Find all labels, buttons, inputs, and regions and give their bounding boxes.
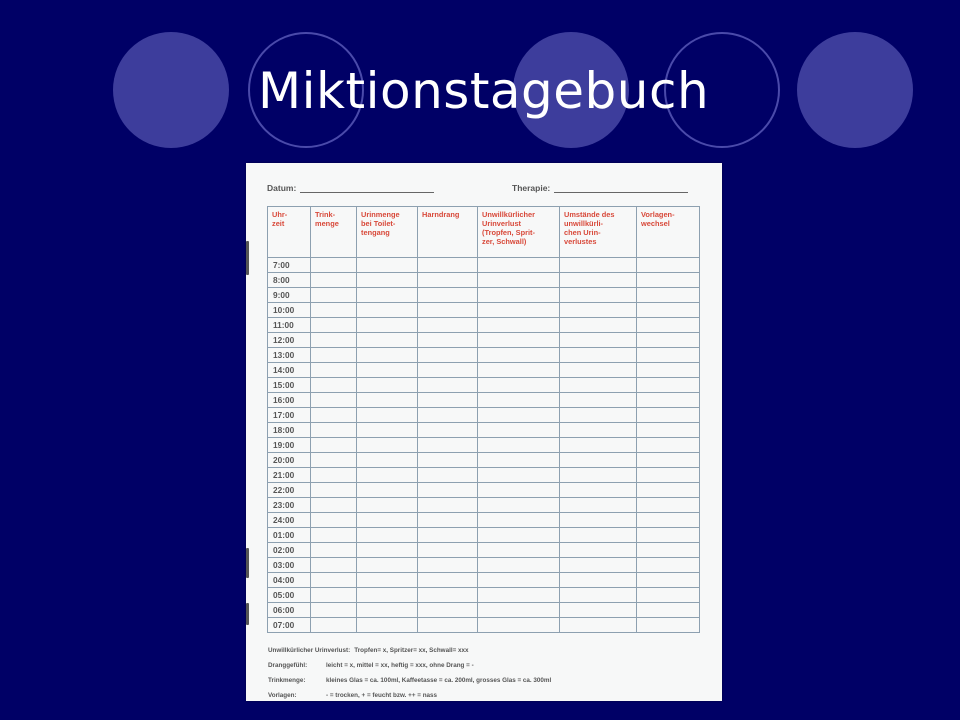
entry-cell	[478, 348, 560, 363]
entry-cell	[357, 378, 418, 393]
entry-cell	[418, 588, 478, 603]
time-cell: 20:00	[268, 453, 311, 468]
entry-cell	[637, 513, 700, 528]
entry-cell	[560, 423, 637, 438]
column-header: Unwillkürlicher Urinverlust (Tropfen, Sprit- zer, Schwall)	[478, 207, 560, 258]
entry-cell	[560, 393, 637, 408]
time-cell: 17:00	[268, 408, 311, 423]
column-header: Urinmenge bei Toilet- tengang	[357, 207, 418, 258]
entry-cell	[478, 513, 560, 528]
entry-cell	[311, 558, 357, 573]
entry-cell	[478, 438, 560, 453]
legend-row	[268, 673, 708, 688]
entry-cell	[478, 273, 560, 288]
entry-cell	[418, 288, 478, 303]
entry-cell	[311, 453, 357, 468]
entry-cell	[357, 393, 418, 408]
legend-label: Vorlagen:	[268, 692, 297, 699]
entry-cell	[637, 273, 700, 288]
entry-cell	[560, 363, 637, 378]
time-cell: 12:00	[268, 333, 311, 348]
entry-cell	[418, 348, 478, 363]
entry-cell	[478, 483, 560, 498]
legend-label: Unwillkürlicher Urinverlust:	[268, 647, 351, 654]
table-row	[268, 378, 700, 393]
table-row	[268, 288, 700, 303]
entry-cell	[637, 588, 700, 603]
legend-row	[268, 658, 708, 673]
therapie-line	[512, 183, 688, 193]
slide-title: Miktionstagebuch	[258, 62, 710, 120]
entry-cell	[637, 528, 700, 543]
entry-cell	[311, 513, 357, 528]
entry-cell	[637, 408, 700, 423]
time-cell: 22:00	[268, 483, 311, 498]
entry-cell	[637, 258, 700, 273]
entry-cell	[357, 288, 418, 303]
entry-cell	[478, 558, 560, 573]
entry-cell	[357, 318, 418, 333]
entry-cell	[560, 333, 637, 348]
diary-form-scan	[246, 163, 722, 701]
entry-cell	[560, 573, 637, 588]
time-cell: 7:00	[268, 258, 311, 273]
time-cell: 23:00	[268, 498, 311, 513]
diary-table	[267, 206, 700, 633]
entry-cell	[560, 288, 637, 303]
entry-cell	[357, 528, 418, 543]
entry-cell	[637, 318, 700, 333]
table-row	[268, 423, 700, 438]
entry-cell	[357, 453, 418, 468]
entry-cell	[311, 363, 357, 378]
entry-cell	[637, 378, 700, 393]
entry-cell	[311, 288, 357, 303]
time-cell: 05:00	[268, 588, 311, 603]
entry-cell	[418, 303, 478, 318]
column-header: Trink- menge	[311, 207, 357, 258]
entry-cell	[357, 273, 418, 288]
entry-cell	[637, 438, 700, 453]
entry-cell	[357, 498, 418, 513]
entry-cell	[418, 528, 478, 543]
legend-row	[268, 643, 708, 658]
entry-cell	[418, 378, 478, 393]
entry-cell	[357, 333, 418, 348]
table-row	[268, 543, 700, 558]
time-cell: 16:00	[268, 393, 311, 408]
entry-cell	[357, 438, 418, 453]
entry-cell	[637, 363, 700, 378]
entry-cell	[311, 528, 357, 543]
entry-cell	[478, 423, 560, 438]
time-cell: 13:00	[268, 348, 311, 363]
entry-cell	[560, 483, 637, 498]
time-cell: 14:00	[268, 363, 311, 378]
entry-cell	[357, 543, 418, 558]
entry-cell	[357, 618, 418, 633]
column-header: Umstände des unwillkürli- chen Urin- verlustes	[560, 207, 637, 258]
entry-cell	[357, 423, 418, 438]
datum-blank	[300, 183, 434, 193]
entry-cell	[311, 423, 357, 438]
entry-cell	[311, 603, 357, 618]
entry-cell	[357, 558, 418, 573]
entry-cell	[637, 423, 700, 438]
entry-cell	[357, 258, 418, 273]
entry-cell	[478, 468, 560, 483]
entry-cell	[418, 318, 478, 333]
table-row	[268, 498, 700, 513]
entry-cell	[311, 258, 357, 273]
table-row	[268, 303, 700, 318]
entry-cell	[418, 393, 478, 408]
header-row	[268, 207, 700, 258]
entry-cell	[560, 543, 637, 558]
entry-cell	[560, 378, 637, 393]
entry-cell	[478, 363, 560, 378]
binder-mark	[246, 603, 249, 625]
table-row	[268, 393, 700, 408]
entry-cell	[357, 468, 418, 483]
entry-cell	[560, 528, 637, 543]
entry-cell	[418, 558, 478, 573]
table-row	[268, 258, 700, 273]
entry-cell	[478, 543, 560, 558]
entry-cell	[560, 618, 637, 633]
legend-text: Tropfen= x, Spritzer= xx, Schwall= xxx	[354, 647, 469, 654]
legend	[268, 643, 708, 701]
table-row	[268, 438, 700, 453]
binder-mark	[246, 548, 249, 578]
entry-cell	[560, 468, 637, 483]
table-row	[268, 333, 700, 348]
entry-cell	[311, 498, 357, 513]
entry-cell	[637, 453, 700, 468]
entry-cell	[311, 618, 357, 633]
therapie-blank	[554, 183, 688, 193]
entry-cell	[560, 498, 637, 513]
entry-cell	[311, 438, 357, 453]
entry-cell	[357, 483, 418, 498]
time-cell: 15:00	[268, 378, 311, 393]
table-row	[268, 603, 700, 618]
column-header: Uhr- zeit	[268, 207, 311, 258]
table-row	[268, 453, 700, 468]
entry-cell	[311, 333, 357, 348]
table-row	[268, 363, 700, 378]
legend-row	[268, 688, 708, 701]
entry-cell	[418, 468, 478, 483]
time-cell: 01:00	[268, 528, 311, 543]
entry-cell	[478, 318, 560, 333]
entry-cell	[637, 483, 700, 498]
entry-cell	[637, 558, 700, 573]
entry-cell	[418, 603, 478, 618]
entry-cell	[478, 303, 560, 318]
entry-cell	[311, 393, 357, 408]
entry-cell	[560, 603, 637, 618]
entry-cell	[478, 378, 560, 393]
table-row	[268, 408, 700, 423]
table-row	[268, 528, 700, 543]
datum-label: Datum:	[267, 183, 297, 193]
legend-label: Dranggefühl:	[268, 662, 308, 669]
table-row	[268, 348, 700, 363]
entry-cell	[478, 588, 560, 603]
entry-cell	[311, 378, 357, 393]
entry-cell	[478, 573, 560, 588]
entry-cell	[637, 468, 700, 483]
time-cell: 9:00	[268, 288, 311, 303]
entry-cell	[311, 318, 357, 333]
entry-cell	[357, 588, 418, 603]
table-row	[268, 588, 700, 603]
entry-cell	[560, 273, 637, 288]
entry-cell	[637, 618, 700, 633]
entry-cell	[478, 333, 560, 348]
entry-cell	[311, 543, 357, 558]
entry-cell	[478, 603, 560, 618]
legend-text: leicht = x, mittel = xx, heftig = xxx, ohne Drang = -	[326, 662, 474, 669]
entry-cell	[560, 318, 637, 333]
entry-cell	[637, 498, 700, 513]
entry-cell	[478, 408, 560, 423]
entry-cell	[560, 348, 637, 363]
entry-cell	[311, 468, 357, 483]
table-row	[268, 468, 700, 483]
entry-cell	[418, 273, 478, 288]
table-row	[268, 618, 700, 633]
table-row	[268, 273, 700, 288]
decor-circle-5	[797, 32, 913, 148]
table-row	[268, 558, 700, 573]
entry-cell	[418, 618, 478, 633]
entry-cell	[637, 348, 700, 363]
entry-cell	[418, 573, 478, 588]
table-row	[268, 573, 700, 588]
time-cell: 19:00	[268, 438, 311, 453]
entry-cell	[311, 588, 357, 603]
entry-cell	[357, 603, 418, 618]
time-cell: 10:00	[268, 303, 311, 318]
table-row	[268, 318, 700, 333]
entry-cell	[357, 303, 418, 318]
entry-cell	[478, 288, 560, 303]
entry-cell	[560, 453, 637, 468]
entry-cell	[637, 303, 700, 318]
time-cell: 07:00	[268, 618, 311, 633]
entry-cell	[311, 303, 357, 318]
entry-cell	[418, 423, 478, 438]
entry-cell	[637, 603, 700, 618]
entry-cell	[560, 558, 637, 573]
entry-cell	[418, 408, 478, 423]
entry-cell	[418, 453, 478, 468]
entry-cell	[478, 498, 560, 513]
time-cell: 21:00	[268, 468, 311, 483]
entry-cell	[418, 483, 478, 498]
time-cell: 11:00	[268, 318, 311, 333]
entry-cell	[637, 333, 700, 348]
entry-cell	[478, 393, 560, 408]
entry-cell	[311, 573, 357, 588]
decor-circle-1	[113, 32, 229, 148]
therapie-label: Therapie:	[512, 183, 551, 193]
time-cell: 06:00	[268, 603, 311, 618]
entry-cell	[311, 273, 357, 288]
entry-cell	[560, 258, 637, 273]
entry-cell	[418, 333, 478, 348]
entry-cell	[637, 393, 700, 408]
time-cell: 04:00	[268, 573, 311, 588]
entry-cell	[357, 363, 418, 378]
column-header: Vorlagen- wechsel	[637, 207, 700, 258]
entry-cell	[311, 408, 357, 423]
entry-cell	[418, 513, 478, 528]
entry-cell	[560, 408, 637, 423]
entry-cell	[357, 348, 418, 363]
binder-mark	[246, 241, 249, 275]
entry-cell	[560, 438, 637, 453]
datum-line	[267, 183, 434, 193]
entry-cell	[637, 573, 700, 588]
time-cell: 8:00	[268, 273, 311, 288]
entry-cell	[637, 543, 700, 558]
entry-cell	[478, 258, 560, 273]
entry-cell	[560, 588, 637, 603]
entry-cell	[478, 453, 560, 468]
entry-cell	[418, 258, 478, 273]
entry-cell	[311, 483, 357, 498]
entry-cell	[478, 528, 560, 543]
table-row	[268, 513, 700, 528]
entry-cell	[478, 618, 560, 633]
entry-cell	[418, 498, 478, 513]
time-cell: 24:00	[268, 513, 311, 528]
time-cell: 03:00	[268, 558, 311, 573]
entry-cell	[418, 438, 478, 453]
entry-cell	[357, 513, 418, 528]
legend-text: kleines Glas = ca. 100ml, Kaffeetasse = ca. 200ml, grosses Glas = ca. 300ml	[326, 677, 552, 684]
entry-cell	[357, 408, 418, 423]
time-cell: 18:00	[268, 423, 311, 438]
entry-cell	[418, 543, 478, 558]
entry-cell	[560, 303, 637, 318]
legend-text: - = trocken, + = feucht bzw. ++ = nass	[326, 692, 438, 699]
entry-cell	[418, 363, 478, 378]
legend-label: Trinkmenge:	[268, 677, 306, 684]
entry-cell	[357, 573, 418, 588]
time-cell: 02:00	[268, 543, 311, 558]
entry-cell	[311, 348, 357, 363]
entry-cell	[560, 513, 637, 528]
column-header: Harndrang	[418, 207, 478, 258]
entry-cell	[637, 288, 700, 303]
table-row	[268, 483, 700, 498]
